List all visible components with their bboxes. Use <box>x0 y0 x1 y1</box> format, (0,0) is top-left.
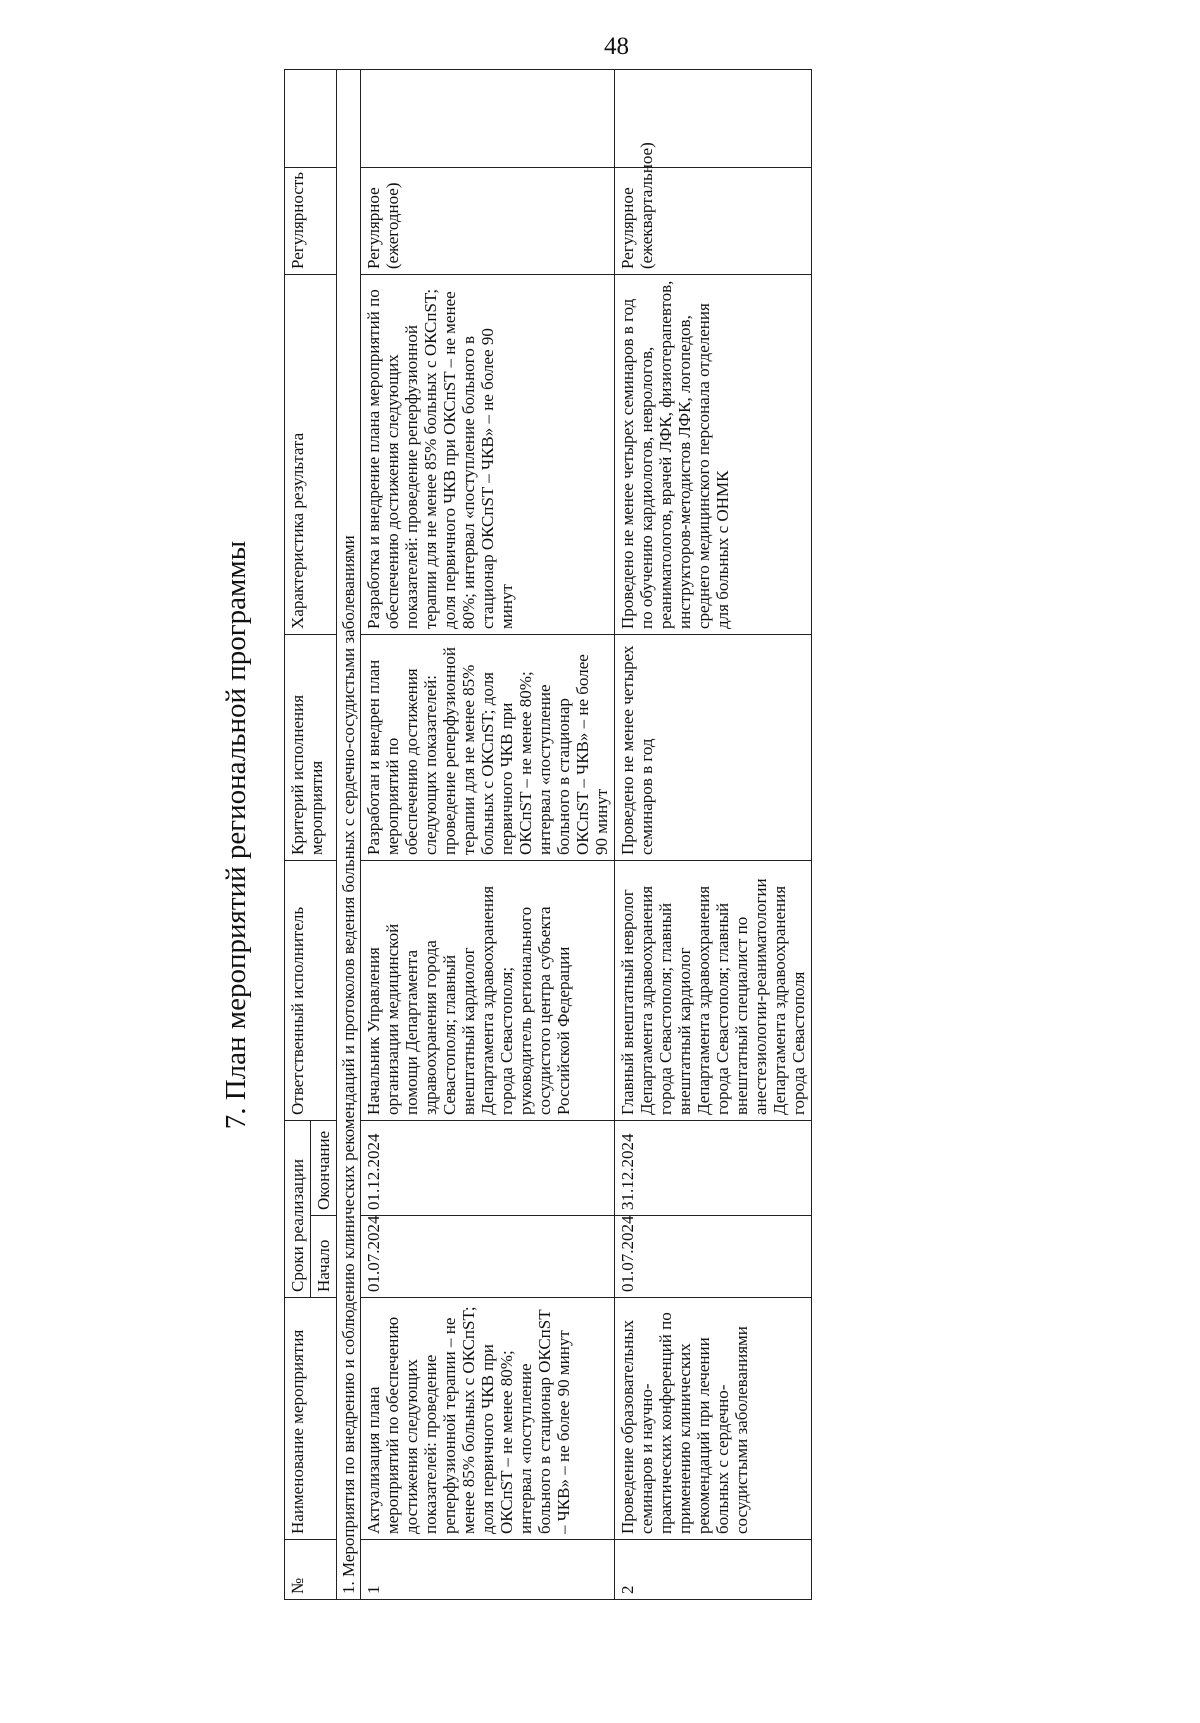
document-title: 7. План мероприятий региональной программы <box>220 540 252 1130</box>
section-title: 1. Мероприятия по внедрению и соблюдению клинических рекомендаций и протоколов ведения больных с сердечно-сосудистыми заболеваниями <box>337 70 361 1600</box>
header-regularity: Регулярность <box>285 168 337 275</box>
row-end: 31.12.2024 <box>615 1121 812 1216</box>
row-responsible: Начальник Управления организации медицинской помощи Департамента здравоохранения города Севастополя; главный внештатный кардиолог Департамента здравоохранения города Севастополя; руководитель регионального сосудистого центра субъекта Российской Федерации <box>361 861 615 1121</box>
row-end: 01.12.2024 <box>361 1121 615 1216</box>
header-name: Наименование мероприятия <box>285 1298 337 1540</box>
row-start: 01.07.2024 <box>615 1216 812 1298</box>
row-num: 2 <box>615 1540 812 1600</box>
section-row <box>337 70 361 1600</box>
row-result: Проведено не менее четырех семинаров в год по обучению кардиологов, неврологов, реаниматологов, врачей ЛФК, физиотерапевтов, инструкторов-методистов ЛФК, логопедов, среднего медицинского персонала отделения для больных с ОНМК <box>615 275 812 635</box>
row-start: 01.07.2024 <box>361 1216 615 1298</box>
header-responsible: Ответственный исполнитель <box>285 861 337 1121</box>
row-name: Проведение образовательных семинаров и научно-практических конференций по применению клинических рекомендаций при лечении больных с сердечно-сосудистыми заболеваниями <box>615 1298 812 1540</box>
row-criterion: Разработан и внедрен план мероприятий по обеспечению достижения следующих показателей: проведение реперфузионной терапии для не менее 85% больных с ОКСпST; доля первичного ЧКВ при ОКСпST – не менее 80%; интервал «поступление больного в стационар ОКСпST – ЧКВ» – не более 90 минут <box>361 635 615 861</box>
header-criterion: Критерий исполнения мероприятия <box>285 635 337 861</box>
action-plan-table <box>284 69 812 1600</box>
table-row <box>361 70 615 1600</box>
header-empty <box>285 70 337 168</box>
row-criterion: Проведено не менее четырех семинаров в год <box>615 635 812 861</box>
header-dates: Сроки реализации <box>285 1121 311 1298</box>
header-result: Характеристика результата <box>285 275 337 635</box>
row-regularity: Регулярное (ежеквартальное) <box>615 168 812 275</box>
rotated-page-content <box>212 70 1042 1600</box>
row-name: Актуализация плана мероприятий по обеспечению достижения следующих показателей: проведение реперфузионной терапии – не менее 85% больных с ОКСпST; доля первичного ЧКВ при ОКСпST – не менее 80%; интервал «поступление больного в стационар ОКСпST – ЧКВ» – не более 90 минут <box>361 1298 615 1540</box>
row-result: Разработка и внедрение плана мероприятий по обеспечению достижения следующих показателей: проведение реперфузионной терапии для не менее 85% больных с ОКСпST; доля первичного ЧКВ при ОКСпST – не менее 80%; интервал «поступление больного в стационар ОКСпST – ЧКВ» – не более 90 минут <box>361 275 615 635</box>
header-start: Начало <box>311 1216 337 1298</box>
row-num: 1 <box>361 1540 615 1600</box>
row-regularity: Регулярное (ежегодное) <box>361 168 615 275</box>
page-number: 48 <box>604 33 629 60</box>
row-responsible: Главный внештатный невролог Департамента здравоохранения города Севастополя; главный внештатный кардиолог Департамента здравоохранения города Севастополя; главный внештатный специалист по анестезиологии-реаниматологии Департамента здравоохранения города Севастополя <box>615 861 812 1121</box>
row-empty <box>361 70 615 168</box>
header-num: № <box>285 1540 337 1600</box>
table-header-row <box>285 70 311 1600</box>
header-end: Окончание <box>311 1121 337 1216</box>
table-row <box>615 70 812 1600</box>
